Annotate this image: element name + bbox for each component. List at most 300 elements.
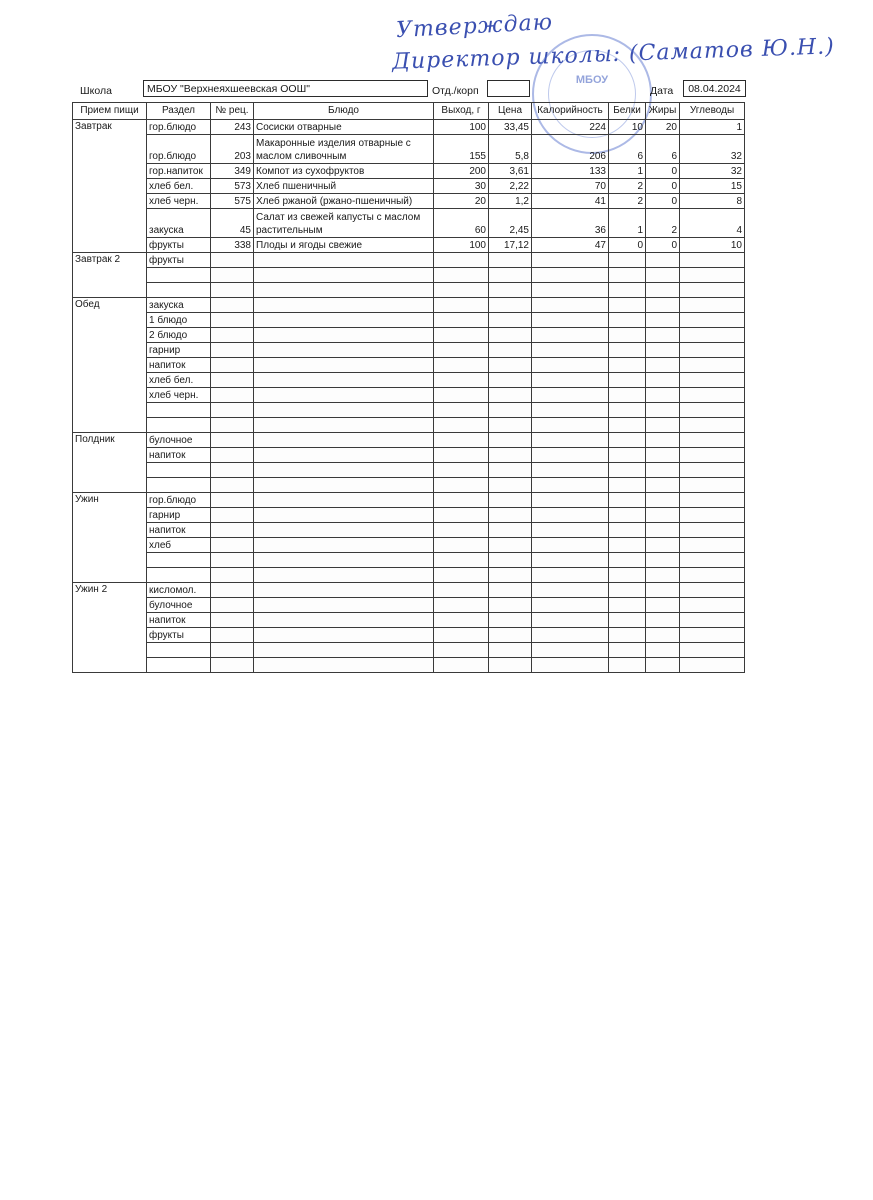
protein-cell bbox=[609, 538, 646, 553]
protein-cell: 2 bbox=[609, 179, 646, 194]
meal-name-cell: Завтрак 2 bbox=[73, 253, 147, 298]
recipe-cell bbox=[211, 463, 254, 478]
recipe-cell bbox=[211, 478, 254, 493]
dish-cell bbox=[254, 508, 434, 523]
dish-cell bbox=[254, 598, 434, 613]
approval-line-1: Утверждаю bbox=[395, 9, 554, 44]
date-label: Дата bbox=[650, 85, 674, 97]
dish-cell bbox=[254, 628, 434, 643]
price-cell bbox=[489, 328, 532, 343]
yield-cell: 100 bbox=[434, 120, 489, 135]
fat-cell bbox=[646, 463, 680, 478]
fat-cell bbox=[646, 253, 680, 268]
dish-cell bbox=[254, 658, 434, 673]
carbs-cell bbox=[680, 463, 745, 478]
dish-cell bbox=[254, 373, 434, 388]
table-header-row bbox=[73, 103, 745, 120]
price-cell bbox=[489, 463, 532, 478]
stamp-text: МБОУ bbox=[575, 74, 609, 86]
yield-cell bbox=[434, 343, 489, 358]
table-row bbox=[73, 403, 745, 418]
kcal-cell bbox=[532, 433, 609, 448]
table-row bbox=[73, 328, 745, 343]
carbs-cell: 32 bbox=[680, 135, 745, 164]
kcal-cell: 224 bbox=[532, 120, 609, 135]
yield-cell bbox=[434, 448, 489, 463]
dish-cell bbox=[254, 583, 434, 598]
dish-cell bbox=[254, 313, 434, 328]
fat-cell bbox=[646, 538, 680, 553]
fat-cell bbox=[646, 298, 680, 313]
recipe-cell bbox=[211, 613, 254, 628]
fat-cell: 0 bbox=[646, 164, 680, 179]
section-cell: гор.напиток bbox=[147, 164, 211, 179]
kcal-cell bbox=[532, 448, 609, 463]
table-row bbox=[73, 358, 745, 373]
yield-cell: 60 bbox=[434, 209, 489, 238]
protein-cell bbox=[609, 418, 646, 433]
yield-cell bbox=[434, 313, 489, 328]
carbs-cell bbox=[680, 298, 745, 313]
section-cell: хлеб бел. bbox=[147, 373, 211, 388]
price-cell bbox=[489, 373, 532, 388]
price-cell bbox=[489, 253, 532, 268]
yield-cell bbox=[434, 298, 489, 313]
recipe-cell bbox=[211, 628, 254, 643]
kcal-cell bbox=[532, 373, 609, 388]
carbs-cell bbox=[680, 553, 745, 568]
protein-cell: 0 bbox=[609, 238, 646, 253]
carbs-cell bbox=[680, 418, 745, 433]
table-row bbox=[73, 253, 745, 268]
protein-cell: 2 bbox=[609, 194, 646, 209]
kcal-cell bbox=[532, 583, 609, 598]
price-cell bbox=[489, 313, 532, 328]
yield-cell bbox=[434, 478, 489, 493]
price-cell bbox=[489, 523, 532, 538]
section-cell: 2 блюдо bbox=[147, 328, 211, 343]
dish-cell: Плоды и ягоды свежие bbox=[254, 238, 434, 253]
table-row bbox=[73, 568, 745, 583]
section-cell: булочное bbox=[147, 433, 211, 448]
section-cell: фрукты bbox=[147, 628, 211, 643]
carbs-cell bbox=[680, 373, 745, 388]
price-cell bbox=[489, 298, 532, 313]
dish-cell bbox=[254, 478, 434, 493]
protein-cell bbox=[609, 358, 646, 373]
yield-cell bbox=[434, 388, 489, 403]
dish-cell bbox=[254, 268, 434, 283]
recipe-cell bbox=[211, 508, 254, 523]
recipe-cell bbox=[211, 643, 254, 658]
recipe-cell bbox=[211, 583, 254, 598]
dish-cell: Салат из свежей капусты с маслом растительным bbox=[254, 209, 434, 238]
yield-cell bbox=[434, 433, 489, 448]
section-cell bbox=[147, 658, 211, 673]
protein-cell bbox=[609, 313, 646, 328]
dept-field[interactable] bbox=[487, 80, 530, 97]
section-cell: напиток bbox=[147, 358, 211, 373]
kcal-cell bbox=[532, 538, 609, 553]
carbs-cell bbox=[680, 583, 745, 598]
table-row bbox=[73, 628, 745, 643]
protein-cell bbox=[609, 388, 646, 403]
yield-cell bbox=[434, 508, 489, 523]
price-cell bbox=[489, 343, 532, 358]
recipe-cell: 575 bbox=[211, 194, 254, 209]
recipe-cell: 338 bbox=[211, 238, 254, 253]
kcal-cell bbox=[532, 568, 609, 583]
recipe-cell bbox=[211, 283, 254, 298]
table-row bbox=[73, 523, 745, 538]
protein-cell bbox=[609, 643, 646, 658]
table-row bbox=[73, 283, 745, 298]
price-cell: 17,12 bbox=[489, 238, 532, 253]
kcal-cell bbox=[532, 388, 609, 403]
dish-cell bbox=[254, 388, 434, 403]
recipe-cell: 349 bbox=[211, 164, 254, 179]
yield-cell bbox=[434, 643, 489, 658]
table-row bbox=[73, 373, 745, 388]
recipe-cell bbox=[211, 523, 254, 538]
section-cell: фрукты bbox=[147, 253, 211, 268]
table-row bbox=[73, 478, 745, 493]
kcal-cell bbox=[532, 628, 609, 643]
dish-cell bbox=[254, 283, 434, 298]
fat-cell bbox=[646, 523, 680, 538]
dish-cell bbox=[254, 613, 434, 628]
carbs-cell bbox=[680, 478, 745, 493]
section-cell: хлеб черн. bbox=[147, 388, 211, 403]
kcal-cell bbox=[532, 463, 609, 478]
meal-name-cell: Ужин 2 bbox=[73, 583, 147, 673]
kcal-cell: 36 bbox=[532, 209, 609, 238]
fat-cell bbox=[646, 328, 680, 343]
price-cell bbox=[489, 448, 532, 463]
dish-cell bbox=[254, 328, 434, 343]
date-field[interactable]: 08.04.2024 bbox=[683, 80, 746, 97]
kcal-cell bbox=[532, 313, 609, 328]
recipe-cell: 45 bbox=[211, 209, 254, 238]
yield-cell bbox=[434, 553, 489, 568]
recipe-cell bbox=[211, 538, 254, 553]
protein-cell bbox=[609, 433, 646, 448]
recipe-cell bbox=[211, 388, 254, 403]
table-row bbox=[73, 463, 745, 478]
carbs-cell bbox=[680, 643, 745, 658]
yield-cell: 155 bbox=[434, 135, 489, 164]
section-cell: хлеб бел. bbox=[147, 179, 211, 194]
carbs-cell bbox=[680, 283, 745, 298]
dish-cell: Сосиски отварные bbox=[254, 120, 434, 135]
col-header-meal: Прием пищи bbox=[73, 103, 147, 120]
table-row bbox=[73, 613, 745, 628]
dish-cell bbox=[254, 523, 434, 538]
price-cell bbox=[489, 658, 532, 673]
recipe-cell bbox=[211, 253, 254, 268]
protein-cell: 6 bbox=[609, 135, 646, 164]
carbs-cell bbox=[680, 613, 745, 628]
col-header-carbs: Углеводы bbox=[680, 103, 745, 120]
yield-cell bbox=[434, 598, 489, 613]
section-cell: гарнир bbox=[147, 343, 211, 358]
table-row bbox=[73, 268, 745, 283]
col-header-section: Раздел bbox=[147, 103, 211, 120]
table-row bbox=[73, 343, 745, 358]
fat-cell bbox=[646, 613, 680, 628]
protein-cell bbox=[609, 253, 646, 268]
kcal-cell: 47 bbox=[532, 238, 609, 253]
meal-name-cell: Ужин bbox=[73, 493, 147, 583]
price-cell bbox=[489, 418, 532, 433]
col-header-fat: Жиры bbox=[646, 103, 680, 120]
school-field[interactable]: МБОУ "Верхнеяхшеевская ООШ" bbox=[143, 80, 428, 97]
kcal-cell: 206 bbox=[532, 135, 609, 164]
protein-cell: 10 bbox=[609, 120, 646, 135]
carbs-cell: 1 bbox=[680, 120, 745, 135]
dish-cell bbox=[254, 358, 434, 373]
protein-cell: 1 bbox=[609, 164, 646, 179]
price-cell bbox=[489, 388, 532, 403]
kcal-cell bbox=[532, 418, 609, 433]
carbs-cell bbox=[680, 343, 745, 358]
protein-cell bbox=[609, 328, 646, 343]
yield-cell bbox=[434, 613, 489, 628]
carbs-cell bbox=[680, 523, 745, 538]
price-cell bbox=[489, 583, 532, 598]
fat-cell: 0 bbox=[646, 179, 680, 194]
section-cell: закуска bbox=[147, 298, 211, 313]
dish-cell bbox=[254, 493, 434, 508]
yield-cell bbox=[434, 418, 489, 433]
price-cell bbox=[489, 478, 532, 493]
dish-cell bbox=[254, 298, 434, 313]
fat-cell bbox=[646, 493, 680, 508]
protein-cell bbox=[609, 448, 646, 463]
fat-cell bbox=[646, 508, 680, 523]
kcal-cell: 133 bbox=[532, 164, 609, 179]
section-cell: напиток bbox=[147, 448, 211, 463]
carbs-cell: 32 bbox=[680, 164, 745, 179]
price-cell: 3,61 bbox=[489, 164, 532, 179]
fat-cell bbox=[646, 553, 680, 568]
protein-cell bbox=[609, 493, 646, 508]
price-cell bbox=[489, 598, 532, 613]
yield-cell bbox=[434, 463, 489, 478]
yield-cell bbox=[434, 268, 489, 283]
price-cell bbox=[489, 613, 532, 628]
yield-cell bbox=[434, 403, 489, 418]
carbs-cell bbox=[680, 313, 745, 328]
fat-cell bbox=[646, 268, 680, 283]
school-label: Школа bbox=[80, 85, 112, 97]
section-cell bbox=[147, 463, 211, 478]
section-cell: гарнир bbox=[147, 508, 211, 523]
fat-cell bbox=[646, 418, 680, 433]
table-row bbox=[73, 238, 745, 253]
recipe-cell: 203 bbox=[211, 135, 254, 164]
price-cell bbox=[489, 553, 532, 568]
menu-table bbox=[72, 102, 745, 673]
fat-cell bbox=[646, 478, 680, 493]
fat-cell: 0 bbox=[646, 194, 680, 209]
yield-cell bbox=[434, 328, 489, 343]
kcal-cell bbox=[532, 298, 609, 313]
col-header-recipe: № рец. bbox=[211, 103, 254, 120]
recipe-cell bbox=[211, 403, 254, 418]
carbs-cell bbox=[680, 448, 745, 463]
protein-cell: 1 bbox=[609, 209, 646, 238]
yield-cell bbox=[434, 373, 489, 388]
kcal-cell bbox=[532, 343, 609, 358]
table-row bbox=[73, 209, 745, 238]
section-cell: гор.блюдо bbox=[147, 120, 211, 135]
fat-cell bbox=[646, 313, 680, 328]
recipe-cell bbox=[211, 313, 254, 328]
fat-cell bbox=[646, 343, 680, 358]
kcal-cell bbox=[532, 478, 609, 493]
section-cell: напиток bbox=[147, 523, 211, 538]
price-cell: 5,8 bbox=[489, 135, 532, 164]
protein-cell bbox=[609, 553, 646, 568]
recipe-cell bbox=[211, 598, 254, 613]
section-cell bbox=[147, 283, 211, 298]
section-cell: 1 блюдо bbox=[147, 313, 211, 328]
table-row bbox=[73, 313, 745, 328]
protein-cell bbox=[609, 568, 646, 583]
col-header-price: Цена bbox=[489, 103, 532, 120]
section-cell: кисломол. bbox=[147, 583, 211, 598]
price-cell bbox=[489, 433, 532, 448]
carbs-cell bbox=[680, 253, 745, 268]
kcal-cell bbox=[532, 493, 609, 508]
section-cell bbox=[147, 643, 211, 658]
table-row bbox=[73, 298, 745, 313]
kcal-cell bbox=[532, 523, 609, 538]
protein-cell bbox=[609, 613, 646, 628]
section-cell bbox=[147, 403, 211, 418]
carbs-cell: 8 bbox=[680, 194, 745, 209]
fat-cell bbox=[646, 658, 680, 673]
approval-line-2: Директор школы: (Саматов Ю.Н.) bbox=[391, 34, 836, 75]
fat-cell bbox=[646, 388, 680, 403]
recipe-cell bbox=[211, 433, 254, 448]
section-cell: хлеб черн. bbox=[147, 194, 211, 209]
table-row bbox=[73, 120, 745, 135]
price-cell: 2,45 bbox=[489, 209, 532, 238]
yield-cell bbox=[434, 568, 489, 583]
price-cell: 1,2 bbox=[489, 194, 532, 209]
dish-cell: Хлеб ржаной (ржано-пшеничный) bbox=[254, 194, 434, 209]
dish-cell bbox=[254, 463, 434, 478]
protein-cell bbox=[609, 403, 646, 418]
menu-body bbox=[73, 120, 745, 673]
protein-cell bbox=[609, 523, 646, 538]
fat-cell bbox=[646, 583, 680, 598]
fat-cell: 0 bbox=[646, 238, 680, 253]
fat-cell: 2 bbox=[646, 209, 680, 238]
dish-cell: Компот из сухофруктов bbox=[254, 164, 434, 179]
recipe-cell bbox=[211, 268, 254, 283]
yield-cell bbox=[434, 583, 489, 598]
table-row bbox=[73, 583, 745, 598]
kcal-cell bbox=[532, 358, 609, 373]
carbs-cell bbox=[680, 388, 745, 403]
table-row bbox=[73, 493, 745, 508]
carbs-cell: 4 bbox=[680, 209, 745, 238]
price-cell bbox=[489, 508, 532, 523]
carbs-cell bbox=[680, 568, 745, 583]
protein-cell bbox=[609, 298, 646, 313]
section-cell: гор.блюдо bbox=[147, 493, 211, 508]
recipe-cell bbox=[211, 343, 254, 358]
carbs-cell bbox=[680, 328, 745, 343]
carbs-cell bbox=[680, 508, 745, 523]
section-cell bbox=[147, 568, 211, 583]
price-cell bbox=[489, 268, 532, 283]
yield-cell: 30 bbox=[434, 179, 489, 194]
dish-cell bbox=[254, 448, 434, 463]
yield-cell: 20 bbox=[434, 194, 489, 209]
recipe-cell bbox=[211, 658, 254, 673]
table-row bbox=[73, 448, 745, 463]
section-cell bbox=[147, 553, 211, 568]
protein-cell bbox=[609, 283, 646, 298]
fat-cell bbox=[646, 283, 680, 298]
kcal-cell bbox=[532, 613, 609, 628]
price-cell: 2,22 bbox=[489, 179, 532, 194]
recipe-cell bbox=[211, 418, 254, 433]
price-cell bbox=[489, 628, 532, 643]
section-cell: булочное bbox=[147, 598, 211, 613]
yield-cell bbox=[434, 538, 489, 553]
dish-cell bbox=[254, 418, 434, 433]
recipe-cell bbox=[211, 328, 254, 343]
yield-cell bbox=[434, 628, 489, 643]
carbs-cell bbox=[680, 433, 745, 448]
section-cell: напиток bbox=[147, 613, 211, 628]
protein-cell bbox=[609, 658, 646, 673]
carbs-cell bbox=[680, 268, 745, 283]
table-row bbox=[73, 553, 745, 568]
meal-name-cell: Полдник bbox=[73, 433, 147, 493]
meal-name-cell: Завтрак bbox=[73, 120, 147, 253]
fat-cell: 6 bbox=[646, 135, 680, 164]
carbs-cell bbox=[680, 403, 745, 418]
kcal-cell bbox=[532, 553, 609, 568]
kcal-cell: 41 bbox=[532, 194, 609, 209]
table-row bbox=[73, 658, 745, 673]
recipe-cell bbox=[211, 358, 254, 373]
meal-name-cell: Обед bbox=[73, 298, 147, 433]
kcal-cell bbox=[532, 658, 609, 673]
dish-cell bbox=[254, 433, 434, 448]
dish-cell bbox=[254, 403, 434, 418]
dish-cell bbox=[254, 343, 434, 358]
carbs-cell bbox=[680, 628, 745, 643]
kcal-cell: 70 bbox=[532, 179, 609, 194]
table-row bbox=[73, 433, 745, 448]
table-row bbox=[73, 164, 745, 179]
kcal-cell bbox=[532, 403, 609, 418]
table-row bbox=[73, 508, 745, 523]
dish-cell bbox=[254, 643, 434, 658]
kcal-cell bbox=[532, 268, 609, 283]
recipe-cell: 243 bbox=[211, 120, 254, 135]
price-cell bbox=[489, 643, 532, 658]
kcal-cell bbox=[532, 283, 609, 298]
protein-cell bbox=[609, 508, 646, 523]
